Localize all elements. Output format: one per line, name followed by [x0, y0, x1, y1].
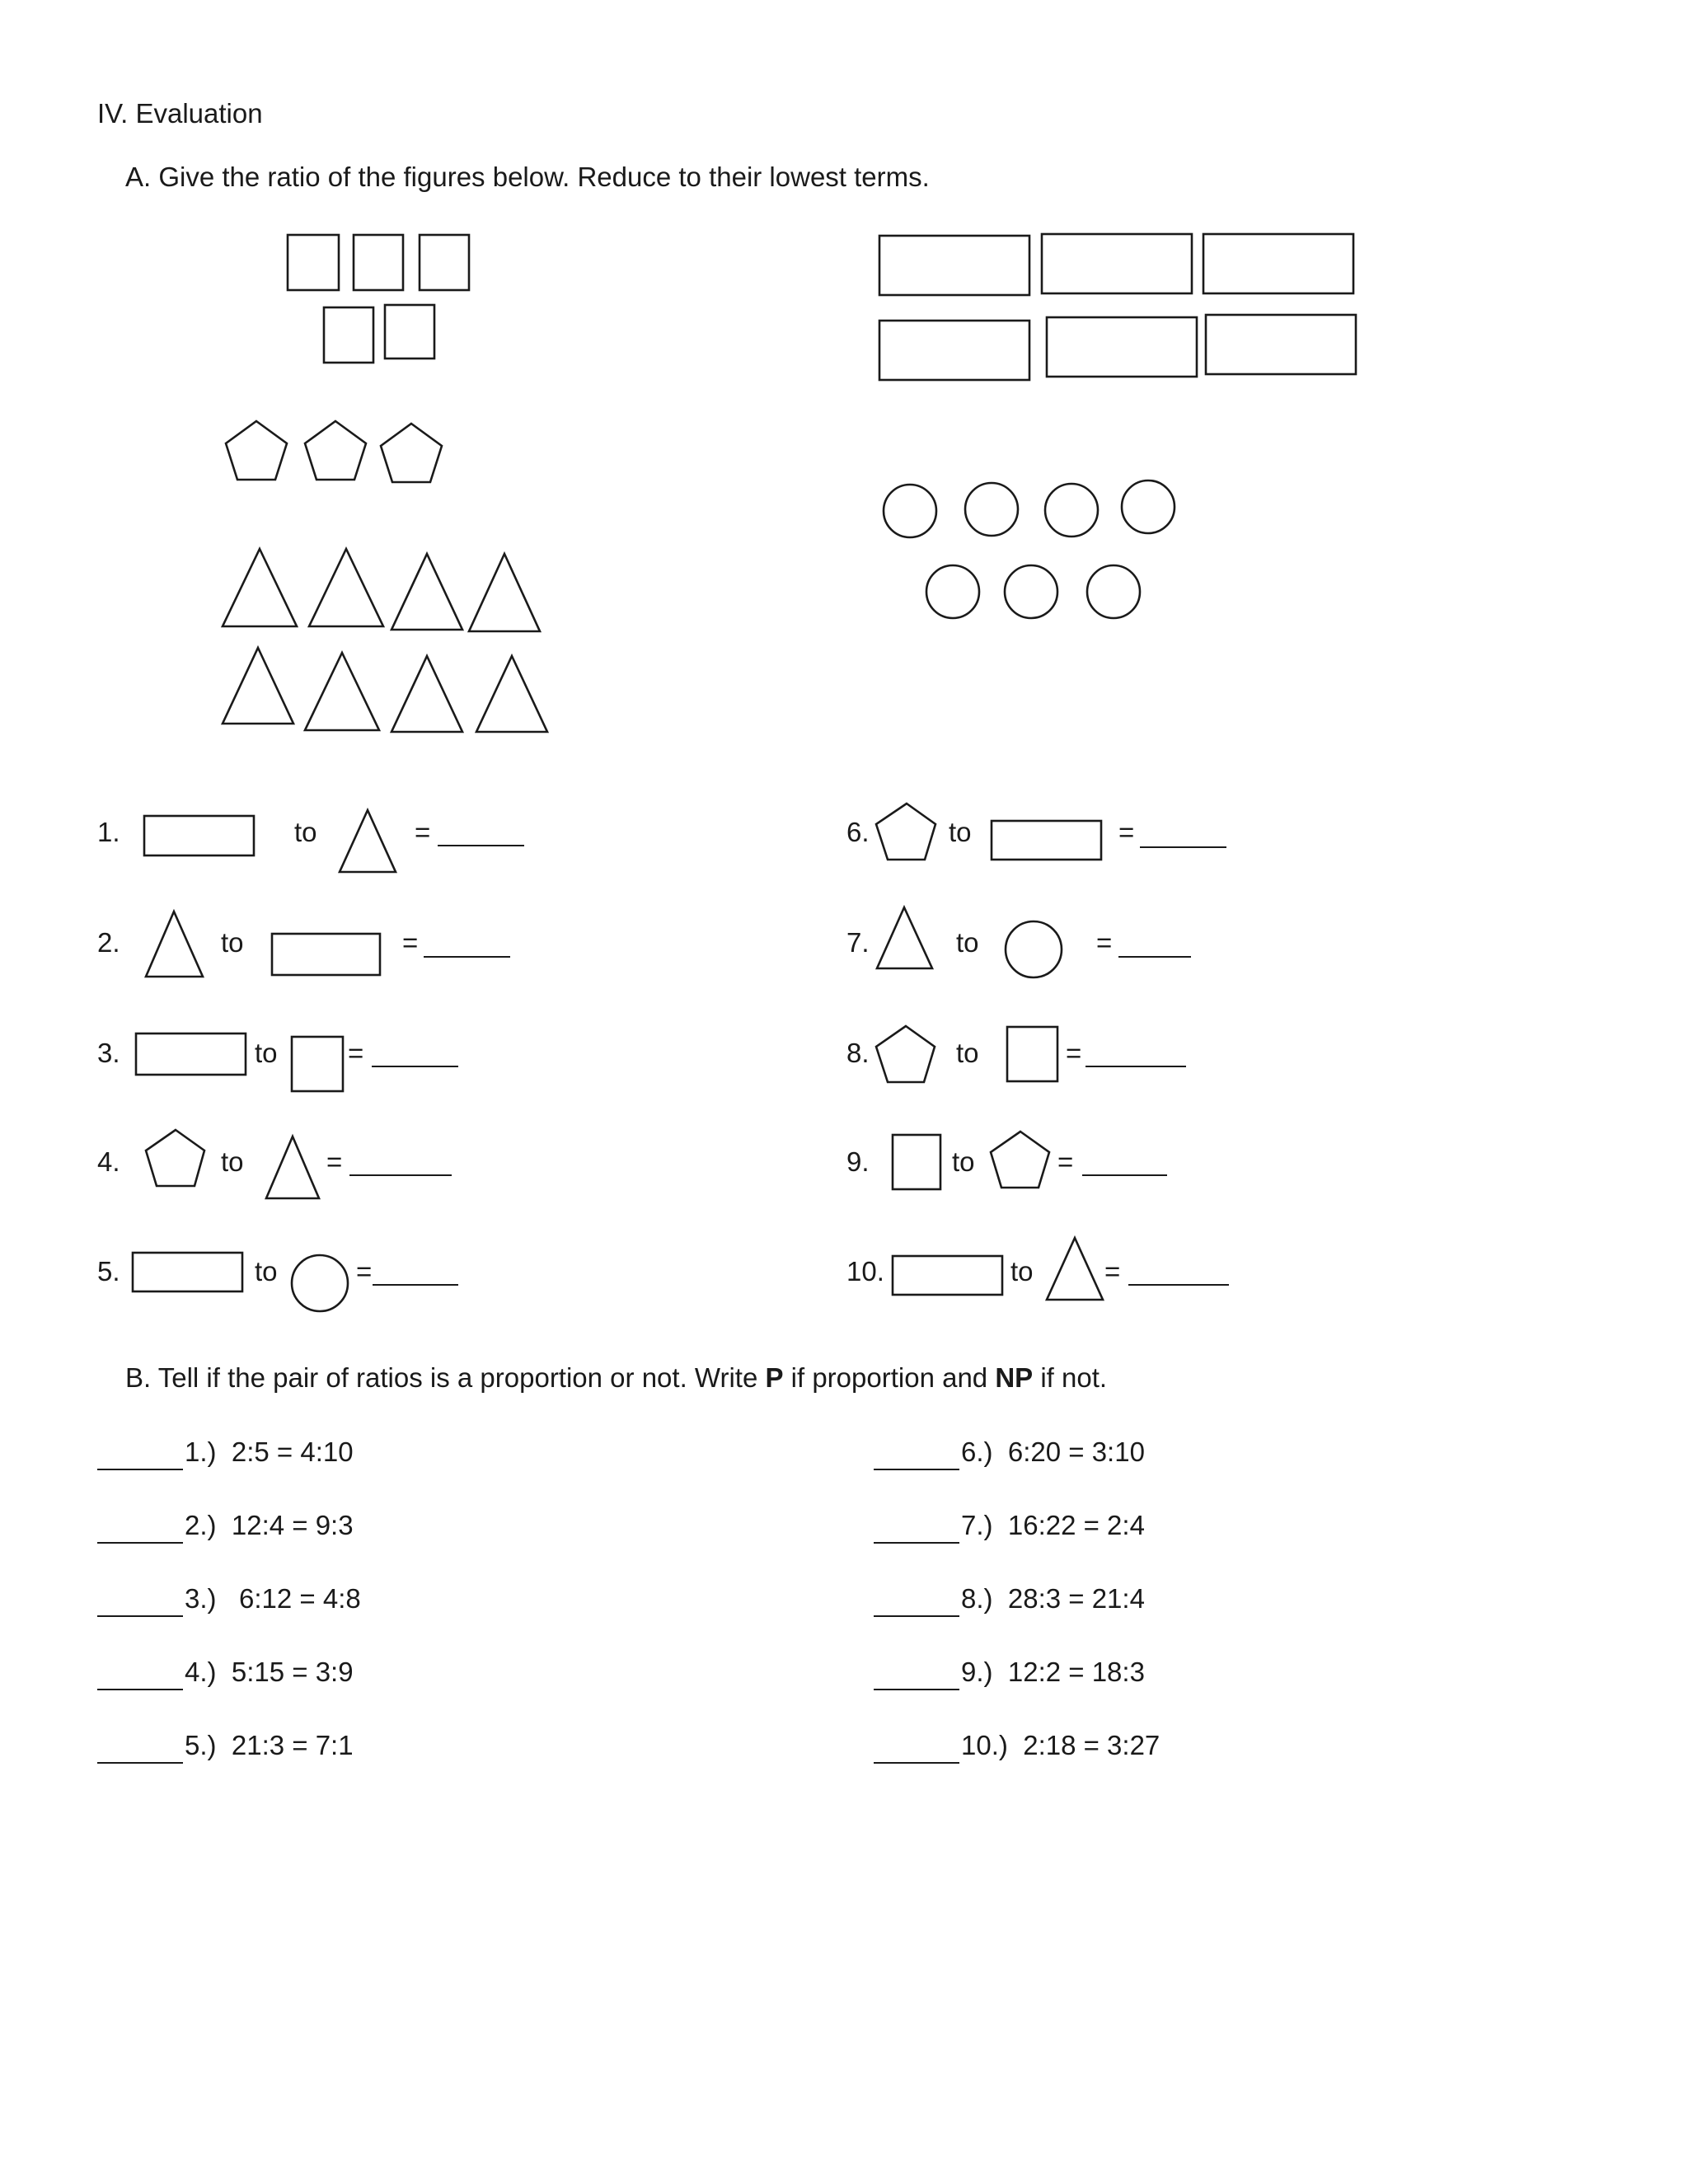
item-4-number: 4. — [97, 1146, 120, 1177]
part-b-item-8-blank[interactable] — [874, 1615, 959, 1617]
square-figure — [288, 235, 339, 290]
item-7-to: to — [956, 927, 979, 958]
part-b-item-6-blank[interactable] — [874, 1469, 959, 1470]
proportion-code: P — [765, 1362, 784, 1393]
item-7-equals: = — [1096, 927, 1113, 958]
item-8-to: to — [956, 1038, 979, 1068]
triangle-figure — [469, 554, 540, 631]
triangle-figure — [223, 648, 293, 724]
item-3-answer-blank[interactable] — [372, 1066, 458, 1067]
circle-figure — [1045, 484, 1098, 537]
square-figure — [324, 307, 373, 363]
item-9-equals: = — [1057, 1146, 1074, 1177]
triangle-figure — [392, 554, 462, 630]
circle-figure — [1122, 480, 1175, 533]
circle-figure — [1087, 565, 1140, 618]
pentagon-figure — [305, 421, 366, 480]
triangles-group — [223, 549, 547, 732]
part-b-item-9: 9.) 12:2 = 18:3 — [961, 1657, 1145, 1687]
part-b-item-2: 2.) 12:4 = 9:3 — [185, 1510, 354, 1540]
item-2-number: 2. — [97, 927, 120, 958]
part-b-instruction: B. Tell if the pair of ratios is a proportion or not. Write P if proportion and NP if not. — [125, 1362, 1108, 1393]
item-5-number: 5. — [97, 1256, 120, 1286]
item-5-equals: = — [356, 1256, 373, 1286]
triangle-figure — [223, 549, 297, 626]
item-2-to: to — [221, 927, 244, 958]
item-2-triangle — [146, 912, 203, 977]
item-4-triangle — [266, 1137, 319, 1198]
item-3-number: 3. — [97, 1038, 120, 1068]
item-5-rectangle — [133, 1253, 242, 1291]
circle-figure — [965, 483, 1018, 536]
item-8-square — [1007, 1027, 1057, 1081]
item-9-answer-blank[interactable] — [1082, 1174, 1167, 1176]
part-b-item-1: 1.) 2:5 = 4:10 — [185, 1436, 354, 1467]
triangle-figure — [309, 549, 383, 626]
not-proportion-code: NP — [995, 1362, 1034, 1393]
item-1-answer-blank[interactable] — [438, 845, 524, 846]
circle-figure — [1005, 565, 1057, 618]
circles-group — [884, 480, 1175, 618]
rectangle-figure — [879, 236, 1029, 295]
item-6-pentagon — [876, 804, 935, 860]
part-b-item-2-blank[interactable] — [97, 1542, 183, 1544]
item-1-to: to — [294, 817, 317, 847]
part-b-item-9-blank[interactable] — [874, 1689, 959, 1690]
item-2-equals: = — [402, 927, 419, 958]
item-7-answer-blank[interactable] — [1118, 956, 1191, 958]
part-b-item-3: 3.) 6:12 = 4:8 — [185, 1583, 361, 1614]
item-3-to: to — [255, 1038, 278, 1068]
item-9-number: 9. — [846, 1146, 870, 1177]
item-5-circle — [292, 1255, 348, 1311]
item-4-pentagon — [146, 1130, 204, 1186]
square-figure — [385, 305, 434, 359]
rectangles-group — [879, 234, 1356, 380]
item-6-number: 6. — [846, 817, 870, 847]
part-b-item-5: 5.) 21:3 = 7:1 — [185, 1730, 354, 1760]
item-4-equals: = — [326, 1146, 343, 1177]
rectangle-figure — [1047, 317, 1197, 377]
item-5-answer-blank[interactable] — [373, 1284, 458, 1286]
item-8-number: 8. — [846, 1038, 870, 1068]
item-5-to: to — [255, 1256, 278, 1286]
item-6-rectangle — [992, 821, 1101, 860]
rectangle-figure — [879, 321, 1029, 380]
pentagon-figure — [226, 421, 287, 480]
item-10-number: 10. — [846, 1256, 884, 1286]
part-b-item-5-blank[interactable] — [97, 1762, 183, 1764]
item-10-triangle — [1047, 1238, 1103, 1300]
part-b-item-6: 6.) 6:20 = 3:10 — [961, 1436, 1145, 1467]
item-1-number: 1. — [97, 817, 120, 847]
triangle-figure — [305, 653, 379, 730]
part-b-item-7: 7.) 16:22 = 2:4 — [961, 1510, 1145, 1540]
item-1-rectangle — [144, 816, 254, 855]
circle-figure — [926, 565, 979, 618]
item-1-equals: = — [415, 817, 431, 847]
item-2-answer-blank[interactable] — [424, 956, 510, 958]
item-7-number: 7. — [846, 927, 870, 958]
triangle-figure — [392, 656, 462, 732]
item-10-to: to — [1010, 1256, 1034, 1286]
square-figure — [354, 235, 403, 290]
item-7-triangle — [877, 907, 932, 968]
part-b-item-7-blank[interactable] — [874, 1542, 959, 1544]
part-b-item-3-blank[interactable] — [97, 1615, 183, 1617]
item-9-to: to — [952, 1146, 975, 1177]
item-10-equals: = — [1104, 1256, 1121, 1286]
square-figure — [420, 235, 469, 290]
item-8-equals: = — [1066, 1038, 1082, 1068]
section-title: IV. Evaluation — [97, 98, 263, 129]
item-6-answer-blank[interactable] — [1140, 846, 1226, 848]
pentagon-figure — [381, 424, 442, 482]
part-a-instruction: A. Give the ratio of the figures below. Reduce to their lowest terms. — [125, 162, 930, 192]
part-b-item-10-blank[interactable] — [874, 1762, 959, 1764]
part-b-item-4-blank[interactable] — [97, 1689, 183, 1690]
rectangle-figure — [1206, 315, 1356, 374]
item-4-to: to — [221, 1146, 244, 1177]
item-8-pentagon — [876, 1026, 935, 1082]
rectangle-figure — [1203, 234, 1353, 293]
item-9-square — [893, 1135, 940, 1189]
item-6-to: to — [949, 817, 972, 847]
item-7-circle — [1006, 921, 1062, 977]
rectangle-figure — [1042, 234, 1192, 293]
item-10-rectangle — [893, 1256, 1002, 1295]
item-8-answer-blank[interactable] — [1085, 1066, 1186, 1067]
item-2-rectangle — [272, 934, 380, 975]
item-1-triangle — [340, 810, 396, 872]
pentagons-group — [226, 421, 442, 482]
part-b-item-8: 8.) 28:3 = 21:4 — [961, 1583, 1145, 1614]
item-6-equals: = — [1118, 817, 1135, 847]
item-4-answer-blank[interactable] — [349, 1174, 452, 1176]
circle-figure — [884, 485, 936, 537]
item-9-pentagon — [991, 1132, 1049, 1188]
item-3-rectangle — [136, 1033, 246, 1075]
part-b-item-4: 4.) 5:15 = 3:9 — [185, 1657, 354, 1687]
part-b-item-1-blank[interactable] — [97, 1469, 183, 1470]
item-3-square — [292, 1037, 343, 1091]
item-10-answer-blank[interactable] — [1128, 1284, 1229, 1286]
squares-group — [288, 235, 469, 363]
triangle-figure — [476, 656, 547, 732]
part-b-item-10: 10.) 2:18 = 3:27 — [961, 1730, 1160, 1760]
item-3-equals: = — [348, 1038, 364, 1068]
